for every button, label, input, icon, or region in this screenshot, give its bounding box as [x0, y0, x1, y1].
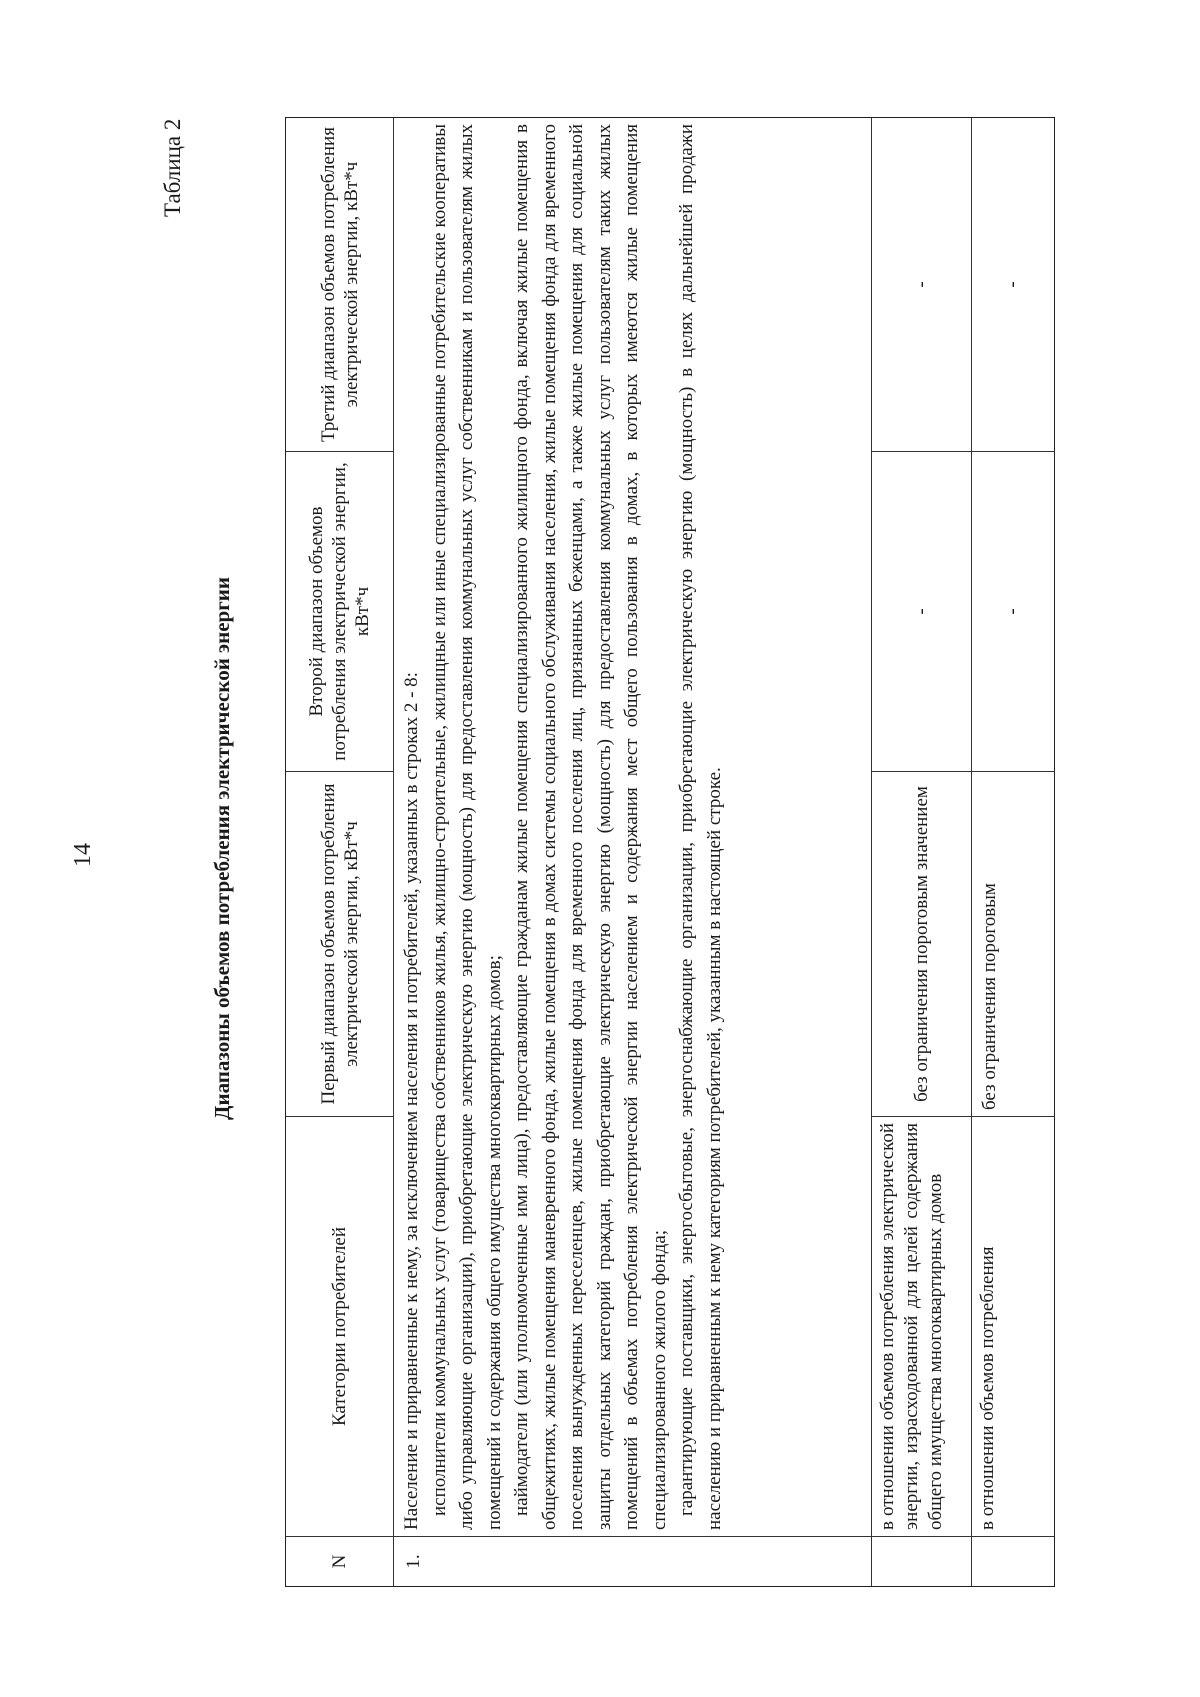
row-2-number — [872, 1536, 972, 1586]
header-second-range: Второй диапазон объемов потребления электрической энергии, кВт*ч — [286, 451, 394, 771]
row-2-third-range: - — [872, 118, 972, 451]
document-title: Диапазоны объемов потребления электрической энергии — [210, 577, 234, 1120]
row-3-second-range: - — [972, 451, 1054, 771]
table-label: Таблица 2 — [160, 118, 185, 217]
row-1-paragraph-2: исполнители коммунальных услуг (товарищества собственников жилья, жилищно-строительные, жилищные или иные специализированные потребительские кооперативы либо управляющие организации), приобретающие электрическую энергию (мощность) для предоставления коммунальных услуг собственникам и пользователям жилых помещений и содержания общего имущества многоквартирных домов; — [428, 124, 505, 1530]
row-1-paragraph-3: наймодатели (или уполномоченные ими лица), предоставляющие гражданам жилые помещения специализированного жилищного фонда, включая жилые помещения в общежитиях, жилые помещения маневренного фонда, жилые помещения в домах системы социального обслуживания населения, жилые помещения фонда для временного поселения вынужденных переселенцев, жилые помещения фонда для временного поселения лиц, признанных беженцами, а также жилые помещения для социальной защиты отдельных категорий граждан, приобретающие электрическую энергию (мощность) для предоставления коммунальных услуг пользователям таких жилых помещений в объемах потребления электрической энергии населением и содержания мест общего пользования в домах, в которых имеются жилые помещения специализированного жилого фонда; — [511, 124, 670, 1530]
header-first-range: Первый диапазон объемов потребления электрической энергии, кВт*ч — [286, 771, 394, 1116]
header-categories: Категории потребителей — [286, 1116, 394, 1536]
row-3-first-range: без ограничения пороговым — [972, 771, 1054, 1116]
row-1-paragraph-1: Население и приравненные к нему, за исключением населения и потребителей, указанных в строках 2 - 8: — [401, 672, 422, 1530]
header-third-range: Третий диапазон объемов потребления электрической энергии, кВт*ч — [286, 118, 394, 451]
row-1-description — [394, 118, 872, 1536]
row-1-paragraph-4: гарантирующие поставщики, энергосбытовые, энергоснабжающие организации, приобретающие электрическую энергию (мощность) в целях дальнейшей продажи населению и приравненным к нему категориям потребителей, указанным в настоящей строке. — [676, 124, 725, 1530]
row-2-second-range: - — [872, 451, 972, 771]
header-number: N — [286, 1536, 394, 1586]
row-2-category: в отношении объемов потребления электрической энергии, израсходованной для целей содержания общего имущества многоквартирных домов — [872, 1116, 972, 1536]
row-1-number: 1. — [394, 1536, 872, 1586]
row-3-third-range: - — [1002, 281, 1024, 288]
page-number: 14 — [70, 843, 96, 867]
row-3-number — [972, 1536, 1054, 1586]
row-2-first-range: без ограничения пороговым значением — [872, 771, 972, 1116]
row-3-category: в отношении объемов потребления — [972, 1116, 1054, 1536]
consumption-ranges-table — [285, 117, 1055, 1587]
